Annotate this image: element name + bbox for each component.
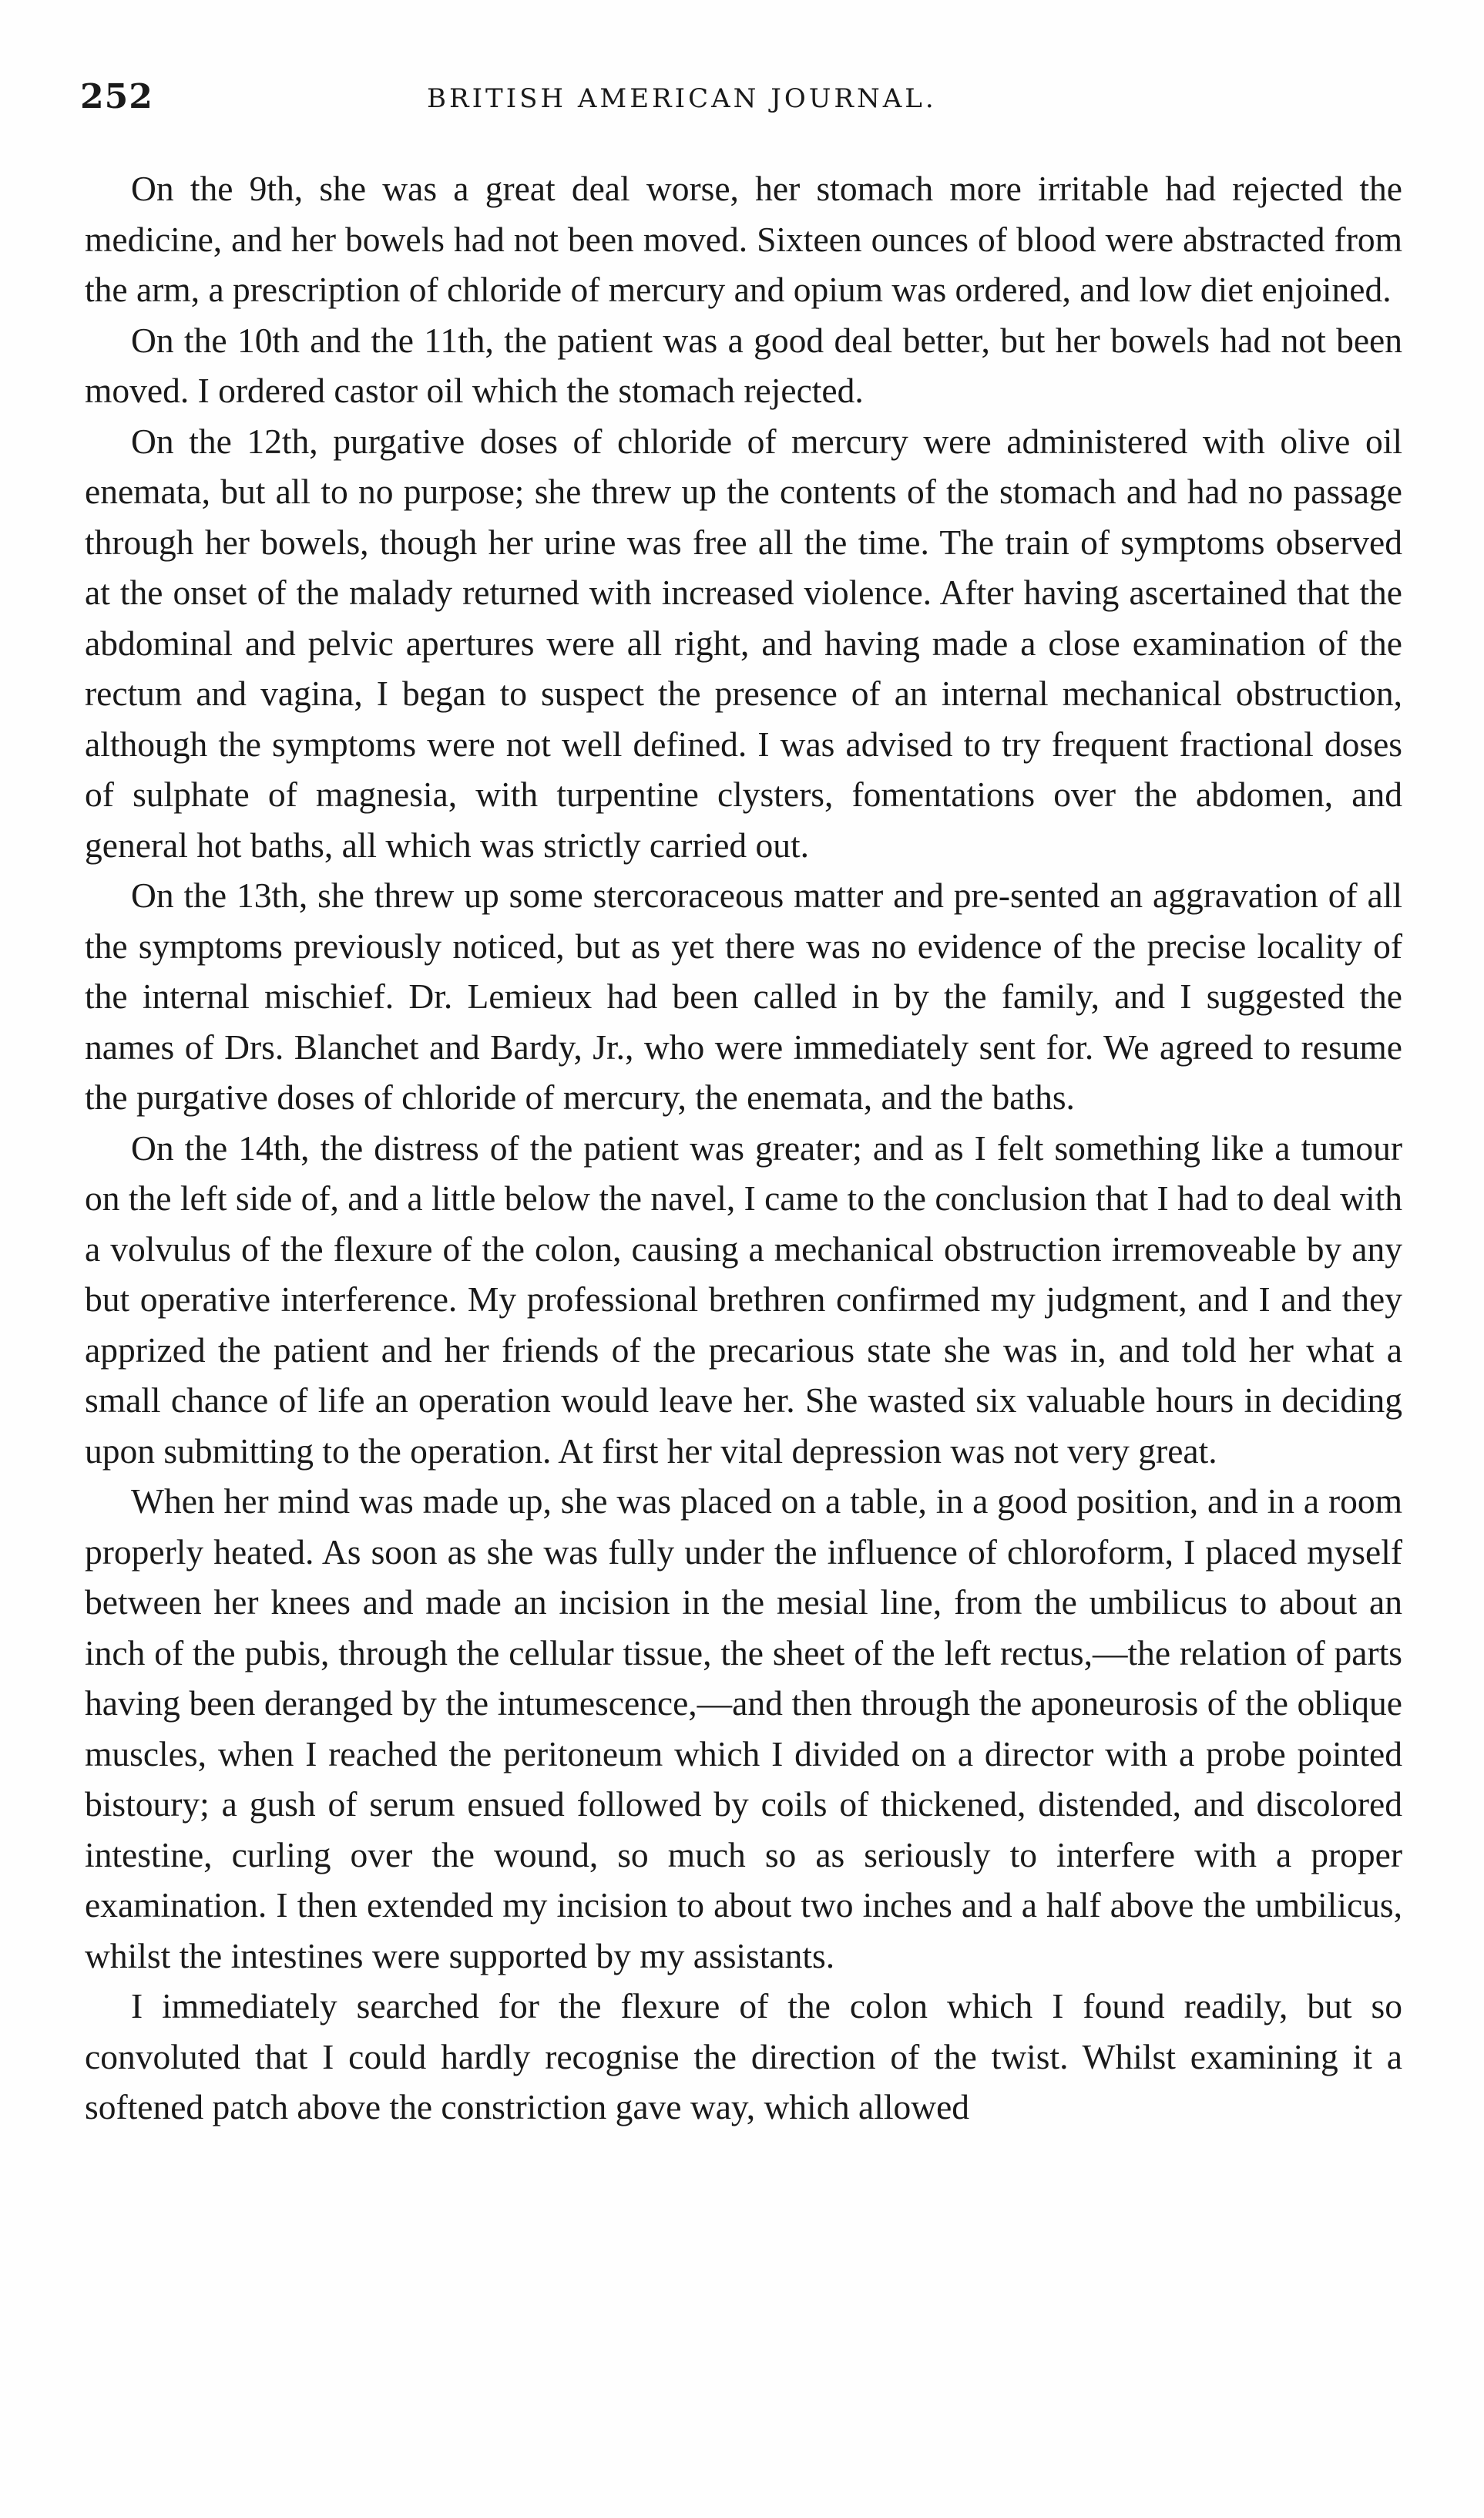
paragraph: On the 14th, the distress of the patient was greater; and as I felt something like a tumour on the left side of, and a little below the navel, I came to the conclusion that I had to deal with a volvulus of the flexure of the colon, causing a mechanical obstruction irremoveable by any but operative interference. My professional brethren confirmed my judgment, and I and they apprized the patient and her friends of the precarious state she was in, and told her what a small chance of life an operation would leave her. She wasted six valuable hours in deciding upon submitting to the operation. At first her vital depression was not very great. — [85, 1128, 1402, 1471]
paragraph: On the 9th, she was a great deal worse, her stomach more irritable had rejected the medicine, and her bowels had not been moved. Sixteen ounces of blood were abstracted from the arm, a prescription of chloride of mercury and opium was ordered, and low diet enjoined. — [85, 169, 1402, 309]
paragraph: On the 12th, purgative doses of chloride of mercury were administered with olive oil enemata, but all to no purpose; she threw up the contents of the stomach and had no passage through her bowels, though her urine was free all the time. The train of symptoms observed at the onset of the malady returned with increased violence. After having ascertained that the abdominal and pelvic apertures were all right, and having made a close examination of the rectum and vagina, I began to suspect the presence of an internal mechanical obstruction, although the symptoms were not well defined. I was advised to try frequent fractional doses of sulphate of magnesia, with turpentine clysters, fomentations over the abdomen, and general hot baths, all which was strictly carried out. — [85, 421, 1402, 865]
running-head: BRITISH AMERICAN JOURNAL. — [427, 83, 937, 114]
paragraph: When her mind was made up, she was placed on a table, in a good position, and in a room properly heated. As soon as she was fully under the influence of chloroform, I placed myself between her knees and made an incision in the mesial line, from the umbilicus to about an inch of the pubis, through the cellular tissue, the sheet of the left rectus,—the relation of parts having been deranged by the intumescence,—and then through the aponeurosis of the oblique muscles, when I reached the peritoneum which I divided on a director with a probe pointed bistoury; a gush of serum ensued followed by coils of thickened, distended, and discolored intestine, curling over the wound, so much so as seriously to interfere with a proper examination. I then extended my incision to about two inches and a half above the umbilicus, whilst the intestines were supported by my assistants. — [85, 1481, 1402, 1975]
page-number: 252 — [80, 77, 153, 116]
article-body — [85, 163, 1402, 2133]
page-header — [80, 77, 1405, 131]
paragraph: On the 10th and the 11th, the patient was a good deal better, but her bowels had not been moved. I ordered castor oil which the stomach rejected. — [85, 320, 1402, 410]
paragraph: I immediately searched for the flexure of the colon which I found readily, but so convoluted that I could hardly recognise the direction of the twist. Whilst examining it a softened patch above the constriction gave way, which allowed — [85, 1986, 1402, 2126]
paragraph: On the 13th, she threw up some stercoraceous matter and pre-sented an aggravation of all the symptoms previously noticed, but as yet there was no evidence of the precise locality of the internal mischief. Dr. Lemieux had been called in by the family, and I suggested the names of Drs. Blanchet and Bardy, Jr., who were immediately sent for. We agreed to resume the purgative doses of chloride of mercury, the enemata, and the baths. — [85, 876, 1402, 1117]
